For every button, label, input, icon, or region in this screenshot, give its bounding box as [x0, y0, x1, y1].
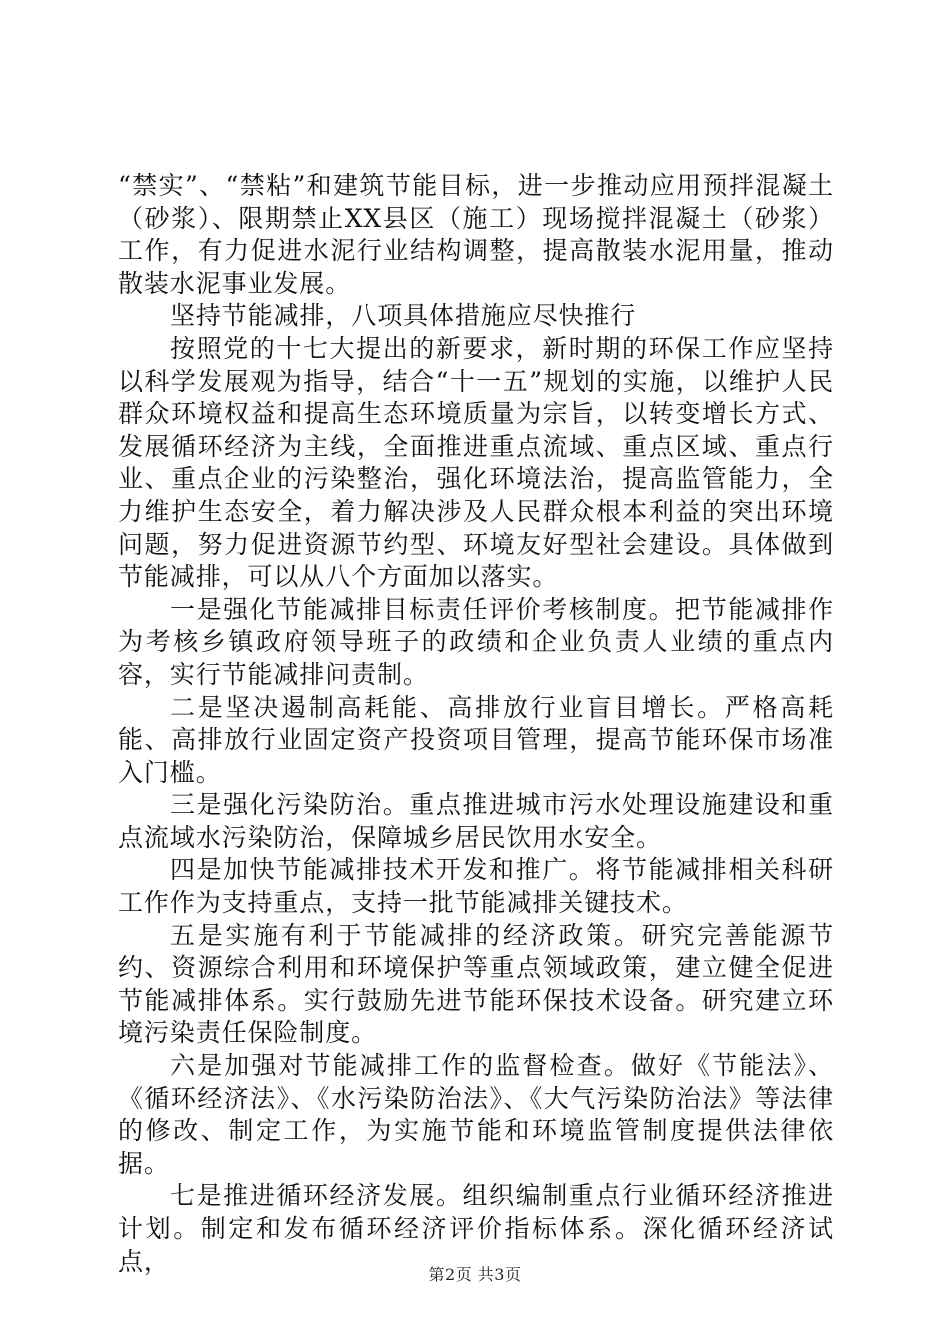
- measure-4-paragraph: 四是加快节能减排技术开发和推广。将节能减排相关科研工作作为支持重点，支持一批节能减排关键技术。: [118, 855, 834, 918]
- measure-7-paragraph: 七是推进循环经济发展。组织编制重点行业循环经济推进计划。制定和发布循环经济评价指标体系。深化循环经济试点，: [118, 1181, 834, 1276]
- measure-5-paragraph: 五是实施有利于节能减排的经济政策。研究完善能源节约、资源综合利用和环境保护等重点领域政策，建立健全促进节能减排体系。实行鼓励先进节能环保技术设备。研究建立环境污染责任保险制度。: [118, 920, 834, 1048]
- section-heading: 坚持节能减排，八项具体措施应尽快推行: [170, 301, 637, 331]
- page-footer: 第2页 共3页: [428, 1265, 522, 1284]
- measure-3-paragraph: 三是强化污染防治。重点推进城市污水处理设施建设和重点流域水污染防治，保障城乡居民饮用水安全。: [118, 790, 834, 852]
- measure-6-paragraph: 六是加强对节能减排工作的监督检查。做好《节能法》、《循环经济法》、《水污染防治法》、《大气污染防治法》等法律的修改、制定工作，为实施节能和环境监管制度提供法律依据。: [118, 1051, 834, 1178]
- paragraph-1: “禁实”、“禁粘”和建筑节能目标，进一步推动应用预拌混凝土（砂浆）、限期禁止XX县区（施工）现场搅拌混凝土（砂浆）工作，有力促进水泥行业结构调整，提高散装水泥用量，推动散装水泥事业发展。: [118, 171, 834, 298]
- measure-1-paragraph: 一是强化节能减排目标责任评价考核制度。把节能减排作为考核乡镇政府领导班子的政绩和企业负责人业绩的重点内容，实行节能减排问责制。: [118, 594, 834, 689]
- document-body: [118, 170, 834, 1278]
- measure-2-paragraph: 二是坚决遏制高耗能、高排放行业盲目增长。严格高耗能、高排放行业固定资产投资项目管理，提高节能环保市场准入门槛。: [118, 692, 834, 787]
- paragraph-3: 按照党的十七大提出的新要求，新时期的环保工作应坚持以科学发展观为指导，结合“十一五”规划的实施，以维护人民群众环境权益和提高生态环境质量为宗旨，以转变增长方式、发展循环经济为主线，全面推进重点流域、重点区域、重点行业、重点企业的污染整治，强化环境法治，提高监管能力，全力维护生态安全，着力解决涉及人民群众根本利益的突出环境问题，努力促进资源节约型、环境友好型社会建设。具体做到节能减排，可以从八个方面加以落实。: [118, 333, 834, 592]
